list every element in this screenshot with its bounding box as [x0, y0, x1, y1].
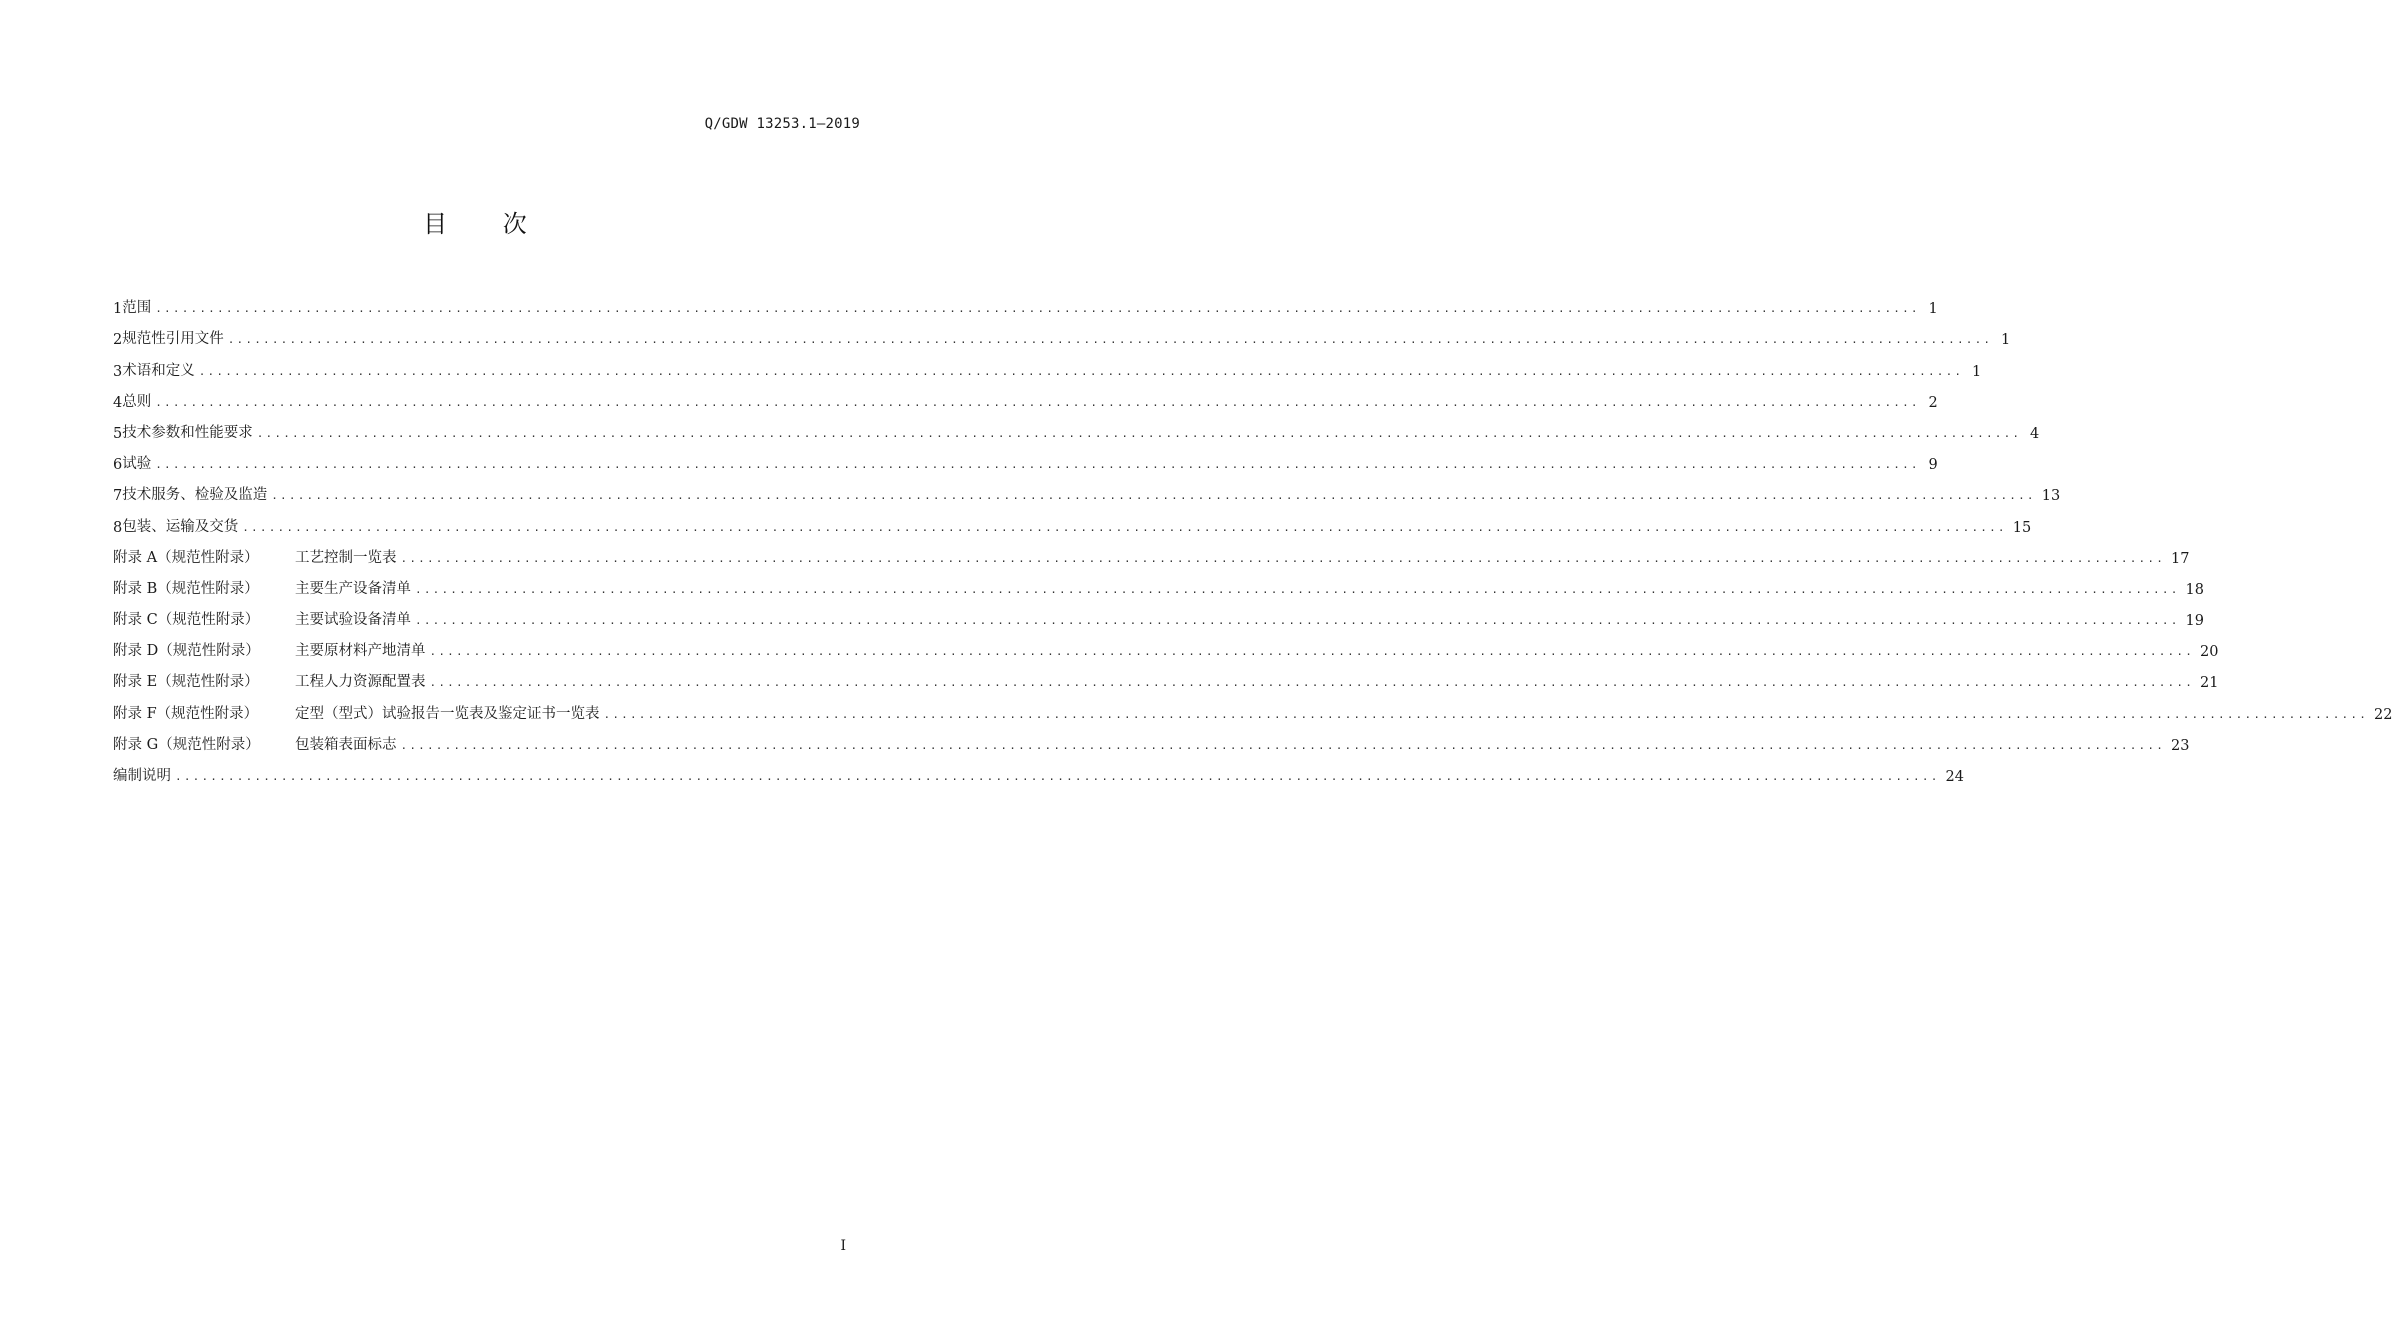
toc-entry-page: 17	[2171, 550, 2190, 567]
toc-title: 目 次	[423, 210, 551, 238]
appendix-label: 附录 F（规范性附录）	[113, 705, 259, 722]
toc-leader-dots: ........................................................................................................................................................................................................	[198, 364, 1964, 378]
appendix-title: 工程人力资源配置表	[295, 674, 426, 691]
toc-leader-dots: ........................................................................................................................................................................................................	[155, 395, 1920, 409]
toc-entry-title: 技术参数和性能要求	[122, 424, 253, 441]
toc-leader-dots: ........................................................................................................................................................................................................	[155, 302, 1920, 316]
toc-entry-number: 5	[113, 425, 123, 442]
appendix-title: 主要原材料产地清单	[295, 643, 426, 660]
toc-leader-dots: ........................................................................................................................................................................................................	[175, 770, 1940, 783]
toc-leader-dots: ........................................................................................................................................................................................................	[227, 333, 1993, 347]
toc-appendix-entry[interactable]	[113, 567, 2204, 598]
toc-entry-page: 21	[2200, 675, 2219, 692]
appendix-label: 附录 C（规范性附录）	[113, 612, 260, 629]
toc-entry-page: 22	[2374, 706, 2392, 723]
toc-entry-page: 24	[1945, 769, 1964, 785]
toc-appendix	[113, 733, 397, 754]
toc-entry-title: 试验	[122, 456, 152, 473]
toc-leader-dots: ........................................................................................................................................................................................................	[242, 520, 2007, 534]
toc-entry[interactable]	[113, 504, 2032, 536]
toc-entry-title: 技术服务、检验及监造	[122, 487, 268, 504]
toc-appendix-entry[interactable]	[113, 691, 2392, 723]
toc-entry-page: 15	[2012, 519, 2032, 536]
toc-leader-dots: ........................................................................................................................................................................................................	[415, 614, 2180, 628]
toc-entry-number: 7	[113, 488, 123, 505]
toc-leader-dots: ........................................................................................................................................................................................................	[400, 738, 2166, 752]
toc-entry-compilation-notes[interactable]	[113, 754, 1964, 785]
toc-entry-page: 1	[1972, 363, 1982, 380]
toc-entry[interactable]	[113, 442, 1938, 474]
toc-leader-dots: ........................................................................................................................................................................................................	[603, 707, 2369, 721]
toc-appendix-entry[interactable]	[113, 660, 2219, 692]
toc-entry-page: 1	[1928, 301, 1938, 318]
toc-appendix	[113, 702, 600, 723]
toc-entry-number: 1	[113, 301, 123, 318]
table-of-contents	[113, 286, 2392, 785]
toc-entry-number: 2	[113, 332, 123, 349]
toc-entry-page: 2	[1928, 394, 1938, 411]
toc-entry[interactable]	[113, 411, 2040, 442]
appendix-title: 包装箱表面标志	[295, 736, 397, 753]
document-code: Q/GDW 13253.1—2019	[704, 116, 860, 132]
appendix-title: 主要生产设备清单	[295, 580, 411, 597]
toc-leader-dots: ........................................................................................................................................................................................................	[155, 458, 1920, 472]
toc-entry-number: 6	[113, 457, 123, 474]
toc-entry-number: 8	[113, 519, 123, 536]
appendix-label: 附录 A（规范性附录）	[113, 549, 259, 566]
toc-leader-dots: ........................................................................................................................................................................................................	[429, 676, 2195, 690]
toc-appendix-entry[interactable]	[113, 598, 2204, 630]
toc-appendix	[113, 608, 411, 629]
toc-appendix-entry[interactable]	[113, 629, 2219, 661]
toc-entry-title: 术语和定义	[122, 362, 195, 379]
toc-entry-title: 总则	[122, 393, 152, 410]
toc-appendix	[113, 639, 426, 660]
appendix-label: 附录 G（规范性附录）	[113, 736, 260, 753]
toc-leader-dots: ........................................................................................................................................................................................................	[415, 582, 2180, 596]
appendix-label: 附录 D（规范性附录）	[113, 643, 260, 660]
toc-entry-title: 包装、运输及交货	[122, 518, 239, 535]
toc-entry[interactable]	[113, 380, 1938, 411]
page-number: I	[840, 1238, 846, 1254]
appendix-label: 附录 B（规范性附录）	[113, 580, 259, 597]
appendix-title: 工艺控制一览表	[295, 549, 397, 566]
appendix-title: 主要试验设备清单	[295, 612, 411, 629]
toc-entry-page: 20	[2200, 644, 2219, 661]
appendix-title: 定型（型式）试验报告一览表及鉴定证书一览表	[295, 705, 600, 722]
toc-entry-page: 4	[2030, 425, 2040, 442]
toc-appendix	[113, 577, 411, 598]
toc-entry-title: 范围	[122, 300, 152, 317]
toc-entry-page: 1	[2001, 332, 2011, 349]
toc-entry-page: 23	[2171, 737, 2190, 754]
toc-entry[interactable]	[113, 473, 2061, 505]
toc-entry-number: 3	[113, 363, 123, 380]
appendix-label: 附录 E（规范性附录）	[113, 674, 259, 691]
toc-entry-page: 9	[1928, 457, 1938, 474]
toc-leader-dots: ........................................................................................................................................................................................................	[256, 426, 2022, 440]
toc-appendix	[113, 670, 426, 691]
toc-leader-dots: ........................................................................................................................................................................................................	[429, 645, 2195, 659]
toc-entry-page: 13	[2041, 488, 2061, 505]
toc-entry[interactable]	[113, 317, 2011, 349]
toc-entry[interactable]	[113, 348, 1982, 380]
toc-appendix-entry[interactable]	[113, 536, 2190, 567]
toc-leader-dots: ........................................................................................................................................................................................................	[271, 489, 2036, 503]
toc-entry-number: 4	[113, 394, 123, 411]
toc-entry[interactable]	[113, 286, 1938, 318]
toc-appendix-entry[interactable]	[113, 723, 2190, 754]
toc-appendix	[113, 546, 397, 567]
toc-entry-page: 18	[2185, 581, 2204, 598]
toc-leader-dots: ........................................................................................................................................................................................................	[400, 551, 2166, 565]
toc-entry-page: 19	[2185, 613, 2204, 630]
toc-entry-title: 编制说明	[113, 768, 171, 784]
toc-entry-title: 规范性引用文件	[122, 331, 224, 348]
